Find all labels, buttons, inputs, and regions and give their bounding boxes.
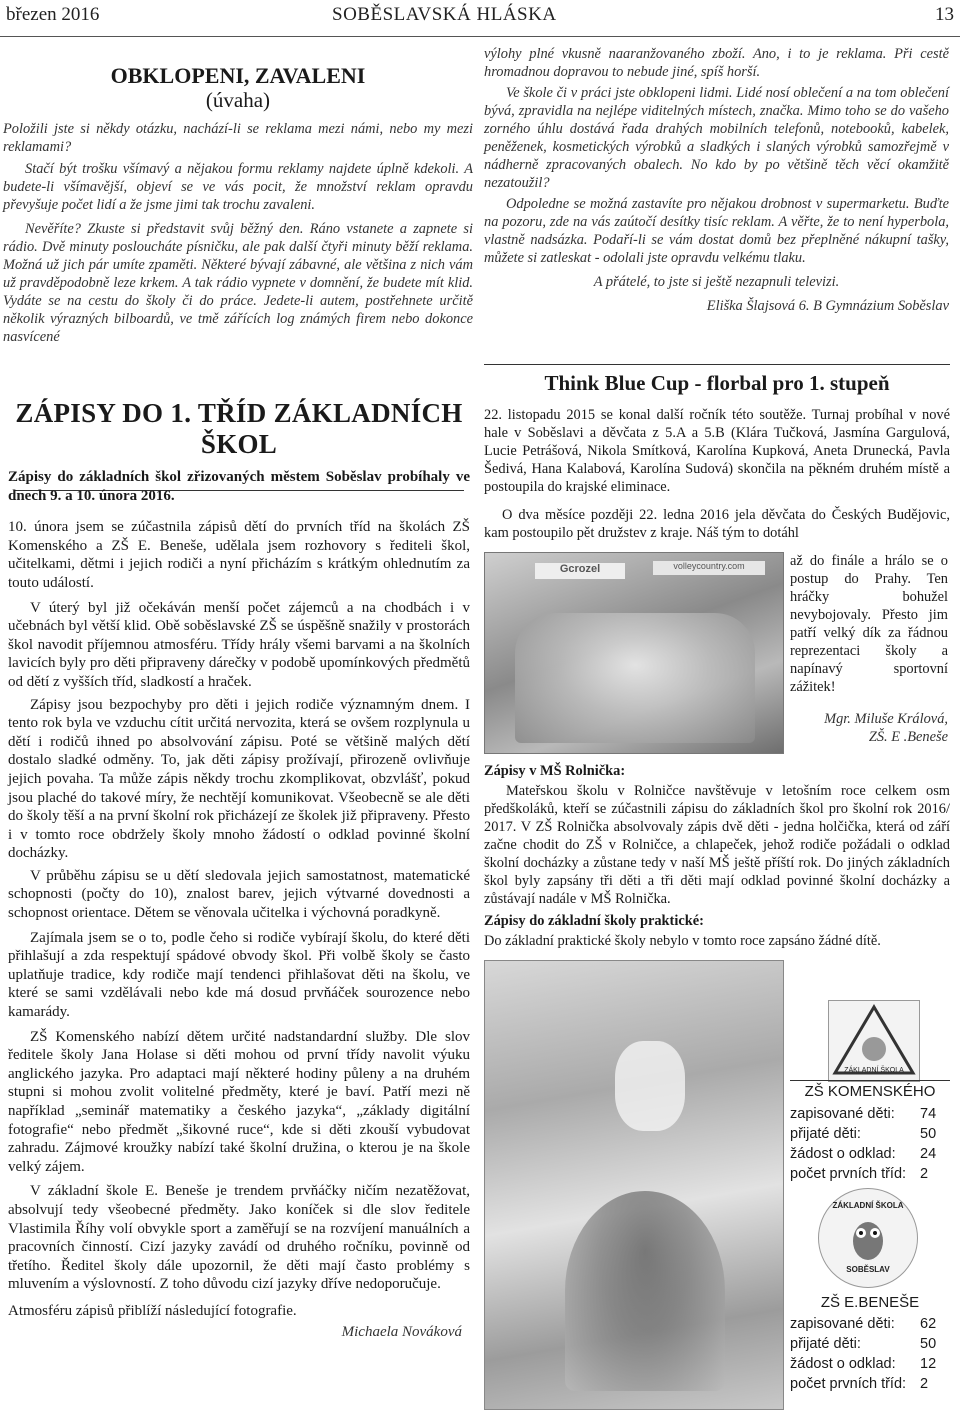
table-row — [790, 1374, 936, 1394]
article-author: Eliška Šlajsová 6. B Gymnázium Soběslav — [706, 298, 949, 314]
article-title: ZÁPISY DO 1. TŘÍD ZÁKLADNÍCH ŠKOL — [15, 398, 463, 459]
stat-value: 12 — [920, 1356, 937, 1372]
stats-benese — [790, 1294, 950, 1394]
photo-banner: Gcrozel — [535, 563, 625, 579]
stat-label: zapisované děti: — [790, 1316, 895, 1332]
komenskeho-logo — [828, 1000, 920, 1082]
classroom-photo — [484, 960, 784, 1410]
stat-value: 62 — [920, 1316, 937, 1332]
section-heading: Zápisy do základní školy praktické: — [484, 913, 704, 929]
issue-date: březen 2016 — [6, 4, 100, 25]
stat-value: 50 — [920, 1126, 937, 1142]
benese-logo — [818, 1188, 918, 1288]
article-think-blue-cup-side — [790, 552, 948, 746]
stats-komenskeho — [790, 1080, 950, 1184]
paragraph: Ve škole či v práci jste obklopeni lidmi. Lidé nosí oblečení a na tom oblečení bývá, zpravidla na nejlépe viditelných místech, značka. Mimo toho se do vašeho zorného úhlu dostává řada drahých mobilních telefonů, notebooků, kabelek, peněženek, kosmetických výrobků a sladkých i slaných výrobků samozřejmě v nádherně zpracovaných obalech. No kdo by po většině těch věcí okamžitě nezatoužil? — [484, 85, 949, 191]
paragraph: V úterý byl již očekáván menší počet zájemců a na chodbách i v učebnách byl větší klid. Obě soběslavské ZŠ se úspěšně snažily v prostorách škol navodit příjemnou atmosféru. Třídy hrály všemi barvami a na školních lavicích byly pro děti připraveny dárečky v podobě upomínkových předmětů od dětí z vyšších tříd, sladkostí a hraček. — [8, 599, 470, 690]
stat-label: přijaté děti: — [790, 1126, 861, 1142]
stats-title: ZŠ KOMENSKÉHO — [804, 1083, 936, 1100]
stat-value: 74 — [920, 1106, 937, 1122]
header-rule — [0, 36, 960, 37]
stats-table — [790, 1104, 936, 1184]
teacher-figure — [565, 1191, 725, 1391]
article-think-blue-cup — [484, 364, 950, 542]
article-author: ZŠ. E .Beneše — [868, 729, 948, 745]
stat-label: žádost o odklad: — [790, 1146, 896, 1162]
paragraph: až do finále a hrálo se o postup do Prahy. Ten hráčky bohužel nevybojovaly. Přesto jim patří velký dík za řádnou reprezentaci školy a napínavý sportovní zážitek! — [790, 553, 948, 695]
paragraph: Nevěříte? Zkuste si představit svůj běžný den. Ráno vstanete a zapnete si rádio. Dvě minuty posloucháte písničku, ale pak další čtyři minuty běží reklama. Možná už jich pár umíte zpaměti. Některé bývají zábavné, ale většina z nich vám už pravděpodobně leze krkem. A tak rádio vypnete v domnění, že budete mít klid. Vydáte se na cestu do školy či do práce. Jedete-li autem, postřehnete určitě několik výrazných bilboardů, ve tmě zářících log známých firem nebo dokonce nasvícené — [3, 221, 473, 345]
paragraph: Zápisy jsou bezpochyby pro děti i jejich rodiče významným dnem. I tento rok byla ve vzduchu cítit určitá nervozita, která se ovšem rozplynula u dětí i rodičů ihned po absolvování zápisu. Poté se většině malých dětí dostalo sladké odměny. To, jak děti zápisy prožívají, přirozeně ovlivňuje jejich povaha. Ta může zápis někdy trochu zkomplikovat, obzvlášť, pokud jsou plaché do takové míry, že nechtějí komunikovat. Všeobecně se ale děti do školy těší a na první školní rok přicházejí ze školek již připraveny. Přesto i v tomto roce obdržely školy mnoho žádostí o odklad povinné školní docházky. — [8, 696, 470, 862]
article-author: Mgr. Miluše Králová, — [824, 711, 948, 727]
table-row — [790, 1354, 936, 1374]
section-rule — [484, 364, 950, 365]
article-author: Michaela Nováková — [341, 1323, 462, 1340]
paragraph: Atmosféru zápisů přiblíží následující fotografie. — [8, 1302, 297, 1319]
article-obklopeni — [3, 64, 473, 346]
article-zapisy-body — [8, 468, 470, 1341]
paragraph: O dva měsíce později 22. ledna 2016 jela děvčata do Českých Budějovic, kam postoupilo pět družstev z kraje. Náš tým to dotáhl — [484, 507, 950, 541]
stat-value: 2 — [920, 1166, 929, 1182]
logo-text: ZÁKLADNÍ ŠKOLA — [844, 1067, 904, 1074]
logo-text: ZÁKLADNÍ ŠKOLA — [832, 1201, 904, 1210]
stat-value: 50 — [920, 1336, 937, 1352]
article-subtitle: (úvaha) — [205, 88, 271, 112]
stats-title: ZŠ E.BENEŠE — [820, 1294, 920, 1311]
paragraph: 10. února jsem se zúčastnila zápisů dětí do prvních tříd na školách ZŠ Komenského a ZŠ E. Beneše, udělala jsem rozhovory s řediteli škol, učitelkami, dětmi i jejich rodiči a nyní přicházím s krátkým ohlednutím za touto událostí. — [8, 519, 470, 591]
paragraph: Odpoledne se možná zastavíte pro nějakou drobnost v supermarketu. Buďte na pozoru, zde na vás zaútočí desítky tisíc reklam. A věřte, že to není hyperbola, vlastně nadsázka. Podaří-li se vám dostat domů bez přeplněné nákupní tašky, můžete si zatleskat - odolali jste opravdu velkému tlaku. — [484, 196, 949, 266]
team-group — [515, 613, 755, 743]
paragraph: ZŠ Komenského nabízí dětem určité nadstandardní služby. Dle slov ředitele školy Jana Holase si děti mohou od první třídy navolit výuku anglického jazyka. Pro adaptaci mají některé hodiny půleny a na druhém stupni si mohou zvolit volitelné předměty, které je baví. Patří mezi ně například „seminář matematiky a českého jazyka“, „základy digitální fotografie“ nebo předmět „šikovné ruce“, kde si děti zkouší vybudovat zahradu. Zájmové kroužky nabízí také školní družina, o kterou je na škole velký zájem. — [8, 1028, 470, 1175]
logo-text: SOBĚSLAV — [846, 1265, 890, 1274]
paragraph: Mateřskou školu v Rolničce navštěvuje v letošním roce celkem osm předškoláků, kteří se zúčastnili zápisu do základních škol pro školní rok 2016/ 2017. V ZŠ Rolnička absolvovaly zápis dvě děti - jedna holčička, která od září začne chodit do ZŠ v Rolničce, a chlapeček, jehož rodiče požádali o odklad školní docházky a zůstane tedy v naší MŠ ještě příští rok. Do jiných základních škol byly zapsány tři děti a tři děti mají odklad povinné školní docházky a zůstávají nadále v MŠ Rolnička. — [484, 783, 950, 907]
section-heading: Zápisy v MŠ Rolnička: — [484, 763, 626, 779]
paragraph: V průběhu zápisu se u dětí sledovala jejich samostatnost, matematické schopnosti (počty do 10), znalost barev, jejich výtvarné dovednosti a schopnost orientace. Dětem se věnovala učitelka i výchovná poradkyně. — [8, 867, 470, 922]
table-row — [790, 1124, 936, 1144]
stat-label: zapisované děti: — [790, 1106, 895, 1122]
article-title: OBKLOPENI, ZAVALENI — [110, 63, 366, 88]
paragraph: Do základní praktické školy nebylo v tomto roce zapsáno žádné dítě. — [484, 933, 881, 949]
table-row — [790, 1334, 936, 1354]
table-row — [790, 1144, 936, 1164]
stat-label: přijaté děti: — [790, 1336, 861, 1352]
stat-label: počet prvních tříd: — [790, 1376, 907, 1392]
page-number: 13 — [935, 4, 954, 25]
stats-rule — [790, 1080, 950, 1081]
article-obklopeni-continued — [484, 45, 949, 315]
stat-label: počet prvních tříd: — [790, 1166, 907, 1182]
paragraph: výlohy plné vkusně naaranžovaného zboží. Ano, i to je reklama. Při cestě hromadnou dopravou to nebude jiné, spíš horší. — [484, 46, 949, 80]
stat-value: 2 — [920, 1376, 929, 1392]
team-photo — [484, 552, 784, 754]
paragraph: Zajímala jsem se o to, podle čeho si rodiče vybírají školu, do které děti přihlašují a zda respektují spádové obvody škol. Při volbě školy se často uplatňuje tradice, kdy rodiče mají tendenci přihlašovat děti na školu, ve které se sami vzdělávali nebo kde má dosud prvňáček sourozence nebo kamarády. — [8, 929, 470, 1021]
stats-table — [790, 1314, 936, 1394]
page-header — [0, 0, 960, 36]
paragraph: 22. listopadu 2015 se konal další ročník této soutěže. Turnaj probíhal v nové hale v Soběslavi a děvčata z 5.A a 5.B (Klára Tučková, Jasmína Gargulová, Lucie Petrášová, Nikola Smítková, Karolína Kupková, Aneta Drunecká, Pavla Šedivá, Hana Kalabová, Karolína Sudová) skončila na pěkném druhém místě a postoupila do krajské eliminace. — [484, 407, 950, 495]
photo-banner: volleycountry.com — [653, 561, 765, 575]
paragraph: Položili jste si někdy otázku, nachází-li se reklama mezi námi, nebo my mezi reklamami? — [3, 121, 473, 155]
owl-icon — [848, 1215, 888, 1261]
article-lead: Zápisy do základních škol zřizovaných městem Soběslav probíhaly ve dnech 9. a 10. února 2016. — [8, 469, 470, 504]
paragraph: A přátelé, to jste si ještě nezapnuli televizi. — [593, 274, 840, 290]
paragraph: Stačí být trošku všímavý a nějakou formu reklamy najdete úplně kdekoli. A budete-li všímavější, objeví se ve vás pocit, že množství reklam opravdu převyšuje počet lidí a že jsme jimi tak trochu zavaleni. — [3, 161, 473, 213]
table-row — [790, 1314, 936, 1334]
article-title: Think Blue Cup - florbal pro 1. stupeň — [544, 371, 890, 395]
mascot-toy — [615, 1041, 685, 1131]
table-row — [790, 1104, 936, 1124]
paragraph: V základní škole E. Beneše je trendem prvňáčky ničím nezatěžovat, absolvují tedy všeobecné předměty. Jako koníček si dle slov ředitele Vlastimila Říhy volí obvykle sport a zaměřují se na rozvíjení manuálních a pracovních činností. Cizí jazyky zavádí od druhého ročníku, povinně od třetího. Ředitel školy dále upozornil, že děti mají často problémy s mluvením a výslovností. Z toho důvodu cizí jazyky dříve nedoporučuje. — [8, 1183, 470, 1293]
publication-name: SOBĚSLAVSKÁ HLÁSKA — [332, 4, 557, 25]
section-rolnicka — [484, 762, 950, 950]
table-row — [790, 1164, 936, 1184]
stat-label: žádost o odklad: — [790, 1356, 896, 1372]
stat-value: 24 — [920, 1146, 937, 1162]
